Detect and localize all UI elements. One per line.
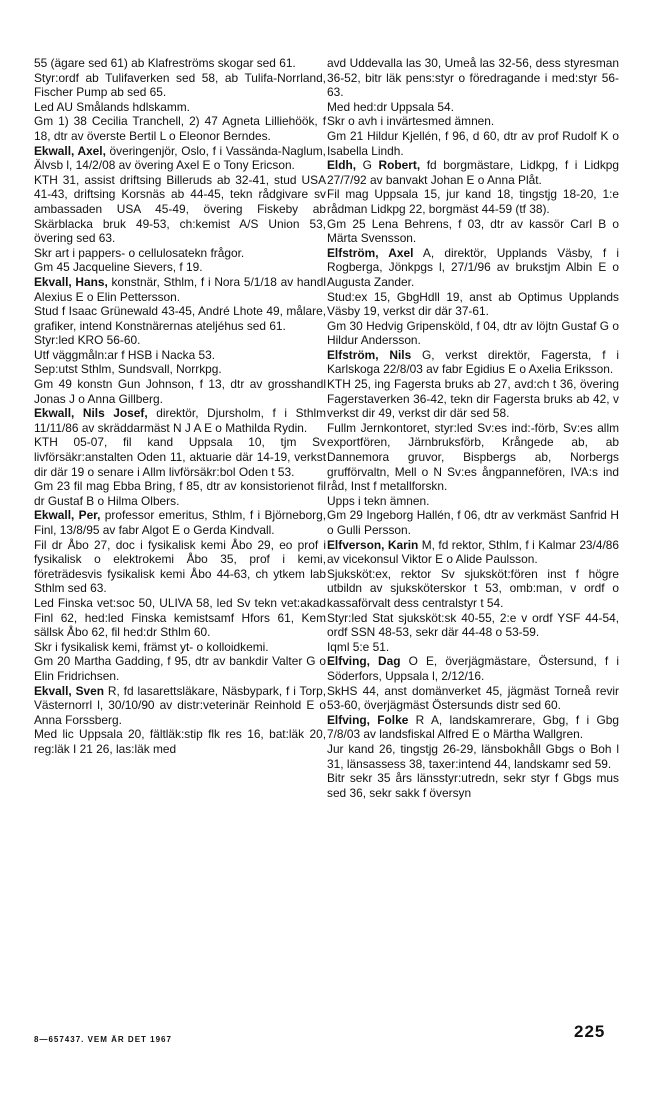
biography-entry	[34, 508, 326, 537]
entry-text: direktör, Djursholm, f i Sthlm 11/11/86 av skräddarmäst N J A E o Mathilda Rydin.	[34, 406, 326, 435]
entry-paragraph	[327, 508, 619, 537]
entry-paragraph	[327, 742, 619, 771]
entry-text: Fil dr Åbo 27, doc i fysikalisk kemi Åbo 29, eo prof i fysikalisk o elektrokemi Åbo 35, prof i kemi, företrädesvis fysikalisk kemi Åbo 44-63, ch ytkem lab Sthlm sed 63.	[34, 537, 326, 596]
entry-name: Eldh,	[327, 158, 357, 173]
entry-text: konstnär, Sthlm, f i Nora 5/1/18 av handl Alexius E o Elin Pettersson.	[34, 274, 326, 304]
entry-text: Sep:utst Sthlm, Sundsvall, Norrkpg.	[34, 362, 222, 377]
entry-text: KTH 31, assist driftsing Billeruds ab 32-41, stud USA 41-43, driftsing Korsnäs ab 44-45, tekn rådgivare sv ambassaden USA 45-49, övering Fiskeby ab Skärblacka bruk 49-53, ch:kemist A/S Union 53, övering sed 63.	[34, 172, 326, 246]
entry-text: 55 (ägare sed 61) ab Klafreströms skogar sed 61.	[34, 56, 296, 70]
entry-name: Elfström, Axel	[327, 245, 414, 260]
entry-paragraph	[327, 377, 619, 421]
entry-paragraph	[34, 56, 326, 71]
entry-text: Gm 21 Hildur Kjellén, f 96, d 60, dtr av prof Rudolf K o Isabella Lindh.	[327, 128, 619, 158]
entry-text: överingenjör, Oslo, f i Vassända-Naglum, Älvsb l, 14/2/08 av övering Axel E o Tony Ericson.	[34, 143, 326, 173]
entry-text: Gm 29 Ingeborg Hallén, f 06, dtr av verkmäst Sanfrid H o Gulli Persson.	[327, 508, 619, 537]
entry-name: Elfström, Nils	[327, 347, 412, 362]
entry-text: Fullm Jernkontoret, styr:led Sv:es ind:-förb, Sv:es allm exportfören, Järnbruksförb, Krångede ab, ab Dannemora gruvor, Bispbergs ab, Norbergs grufförvaltn, Mell o N Sv:es ångpannefören, IVA:s ind råd, Inst f metallforskn.	[327, 420, 619, 494]
entry-text: G	[356, 158, 379, 173]
entry-name: Elfving, Folke	[327, 712, 409, 727]
entry-text: Styr:led KRO 56-60.	[34, 333, 141, 348]
entry-paragraph	[327, 771, 619, 800]
entry-text: Gm 45 Jacqueline Sievers, f 19.	[34, 260, 203, 275]
footer-print-code: 8—657437. VEM ÄR DET 1967	[34, 1035, 172, 1044]
entry-paragraph	[327, 100, 619, 115]
entry-name: Ekwall, Per,	[34, 508, 101, 523]
entry-name: Robert,	[378, 158, 421, 173]
left-column	[34, 56, 326, 757]
entry-name: Ekwall, Nils Josef,	[34, 406, 148, 421]
entry-text: Gm 23 fil mag Ebba Bring, f 85, dtr av konsistorienot fil dr Gustaf B o Hilma Olbers.	[34, 479, 326, 508]
entry-paragraph	[327, 494, 619, 509]
biography-entry	[327, 654, 619, 683]
entry-text: Iqml 5:e 51.	[327, 639, 390, 654]
biography-entry	[34, 684, 326, 728]
entry-text: Gm 49 konstn Gun Johnson, f 13, dtr av grosshandl Jonas J o Anna Gillberg.	[34, 377, 326, 406]
entry-text: Bitr sekr 35 års länsstyr:utredn, sekr styr f Gbgs mus sed 36, sekr sakk f översyn	[327, 771, 619, 800]
entry-paragraph	[327, 611, 619, 640]
entry-text: A, direktör, Upplands Väsby, f i Rogberga, Jönkpgs l, 27/1/96 av brukstjm Albin E o Augusta Zander.	[327, 245, 619, 289]
entry-paragraph	[34, 479, 326, 508]
entry-text: Med lic Uppsala 20, fältläk:stip flk res 16, bat:läk 20, reg:läk I 21 26, las:läk med	[34, 727, 326, 756]
entry-text: Gm 20 Martha Gadding, f 95, dtr av bankdir Valter G o Elin Fridrichsen.	[34, 654, 326, 683]
entry-paragraph	[34, 173, 326, 246]
entry-paragraph	[327, 319, 619, 348]
entry-text: Stud:ex 15, GbgHdll 19, anst ab Optimus Upplands Väsby 19, verkst dir där 37-61.	[327, 289, 619, 319]
entry-paragraph	[34, 100, 326, 115]
entry-paragraph	[34, 640, 326, 655]
entry-text: Led Finska vet:soc 50, ULIVA 58, led Sv tekn vet:akad Finl 62, hed:led Finska kemistsamf Hfors 61, Kem sällsk Åbo 62, fil hed:dr Sthlm 60.	[34, 595, 326, 640]
entry-text: Jur kand 26, tingstjg 26-29, länsbokhåll Gbgs o Boh l 31, länsassess 38, taxer:intend 44, landskamr sed 59.	[327, 741, 619, 771]
entry-paragraph	[34, 114, 326, 143]
biography-entry	[327, 246, 619, 290]
entry-paragraph	[34, 362, 326, 377]
entry-paragraph	[327, 187, 619, 216]
entry-paragraph	[34, 348, 326, 363]
entry-text: KTH 05-07, fil kand Uppsala 10, tjm Sv livförsäkr:anstalten Oden 11, aktuarie där 14-19, verkst dir där 19 o senare i Allm livförsäkr:bol Oden t 53.	[34, 435, 326, 479]
entry-name: Elfverson, Karin	[327, 537, 419, 552]
entry-paragraph	[34, 596, 326, 640]
entry-text: M, fd rektor, Sthlm, f i Kalmar 23/4/86 av vicekonsul Viktor E o Alide Paulsson.	[327, 537, 619, 567]
entry-text: R, fd lasarettsläkare, Näsbypark, f i Torp, Västernorrl l, 30/10/90 av distr:veterinär Reinhold E o Anna Forssberg.	[34, 683, 326, 727]
entry-paragraph	[34, 377, 326, 406]
entry-text: Skr o avh i invärtesmed ämnen.	[327, 114, 495, 129]
entry-name: Ekvall, Sven	[34, 683, 104, 698]
entry-paragraph	[34, 333, 326, 348]
entry-text: Med hed:dr Uppsala 54.	[327, 99, 454, 114]
biography-entry	[327, 348, 619, 377]
entry-name: Elfving, Dag	[327, 654, 401, 669]
entry-text: fd borgmästare, Lidkpg, f i Lidkpg 27/7/92 av banvakt Johan E o Anna Plåt.	[327, 158, 619, 187]
page-number: 225	[574, 1022, 606, 1041]
entry-paragraph	[34, 538, 326, 596]
entry-paragraph	[34, 260, 326, 275]
entry-paragraph	[327, 290, 619, 319]
right-column	[327, 56, 619, 800]
biography-entry	[327, 538, 619, 567]
entry-name: Ekvall, Hans,	[34, 274, 108, 289]
entry-text: Upps i tekn ämnen.	[327, 493, 430, 508]
biography-entry	[34, 275, 326, 304]
entry-text: avd Uddevalla las 30, Umeå las 32-56, dess styresman 36-52, bitr läk pens:styr o föredragande i med:styr 56-63.	[327, 56, 619, 100]
entry-paragraph	[34, 304, 326, 333]
entry-text: R A, landskamrerare, Gbg, f i Gbg 7/8/03 av landsfiskal Alfred E o Märtha Wallgren.	[327, 712, 619, 742]
entry-paragraph	[327, 114, 619, 129]
biography-entry	[34, 406, 326, 435]
entry-text: Styr:ordf ab Tulifaverken sed 58, ab Tulifa-Norrland, Fischer Pump ab sed 65.	[34, 70, 326, 100]
entry-text: Gm 25 Lena Behrens, f 03, dtr av kassör Carl B o Märta Svensson.	[327, 216, 619, 246]
entry-text: Sjuksköt:ex, rektor Sv sjuksköt:fören inst f högre utbildn av sjuksköterskor t 53, omb:man, v ordf o kassaförvalt dess centralstyr t 54.	[327, 566, 619, 610]
entry-paragraph	[34, 435, 326, 479]
entry-paragraph	[34, 246, 326, 261]
entry-text: SkHS 44, anst domänverket 45, jägmäst Torneå revir 53-60, överjägmäst Östersunds distr sed 60.	[327, 683, 619, 713]
entry-name: Ekwall, Axel,	[34, 143, 106, 158]
entry-paragraph	[327, 217, 619, 246]
entry-paragraph	[327, 129, 619, 158]
entry-text: Fil mag Uppsala 15, jur kand 18, tingstjg 18-20, 1:e rådman Lidkpg 22, borgmäst 44-59 (tf 38).	[327, 187, 619, 216]
entry-text: O E, överjägmästare, Östersund, f i Söderfors, Uppsala l, 2/12/16.	[327, 654, 619, 683]
entry-text: Utf väggmåln:ar f HSB i Nacka 53.	[34, 347, 216, 362]
entry-paragraph	[327, 421, 619, 494]
entry-paragraph	[34, 654, 326, 683]
entry-text: Stud f Isaac Grünewald 43-45, André Lhote 49, målare, grafiker, intend Konstnärernas ateljéhus sed 61.	[34, 304, 326, 333]
entry-text: Skr art i pappers- o cellulosatekn frågor.	[34, 245, 245, 260]
entry-paragraph	[34, 727, 326, 756]
entry-paragraph	[327, 567, 619, 611]
entry-text: Gm 30 Hedvig Gripensköld, f 04, dtr av löjtn Gustaf G o Hildur Andersson.	[327, 318, 619, 348]
entry-text: Styr:led Stat sjuksköt:sk 40-55, 2:e v ordf YSF 44-54, ordf SSN 48-53, sekr där 44-48 o 53-59.	[327, 610, 619, 640]
entry-text: G, verkst direktör, Fagersta, f i Karlskoga 22/8/03 av fabr Egidius E o Axelia Eriksson.	[327, 347, 619, 377]
entry-paragraph	[327, 56, 619, 100]
biography-entry	[327, 713, 619, 742]
biography-entry	[34, 144, 326, 173]
entry-paragraph	[327, 640, 619, 655]
entry-text: professor emeritus, Sthlm, f i Björneborg, Finl, 13/8/95 av fabr Algot E o Gerda Kindvall.	[34, 508, 326, 537]
entry-text: KTH 25, ing Fagersta bruks ab 27, avd:ch t 36, övering Fagerstaverken 36-42, tekn dir Fagersta bruks ab 42, v verkst dir 49, verkst dir där sed 58.	[327, 377, 619, 421]
entry-paragraph	[34, 71, 326, 100]
entry-text: Led AU Smålands hdlskamm.	[34, 99, 190, 114]
entry-text: Gm 1) 38 Cecilia Tranchell, 2) 47 Agneta Lilliehöök, f 18, dtr av överste Bertil L o Eleonor Berndes.	[34, 114, 326, 143]
entry-text: Skr i fysikalisk kemi, främst yt- o kolloidkemi.	[34, 639, 269, 654]
entry-paragraph	[327, 684, 619, 713]
biography-entry	[327, 158, 619, 187]
